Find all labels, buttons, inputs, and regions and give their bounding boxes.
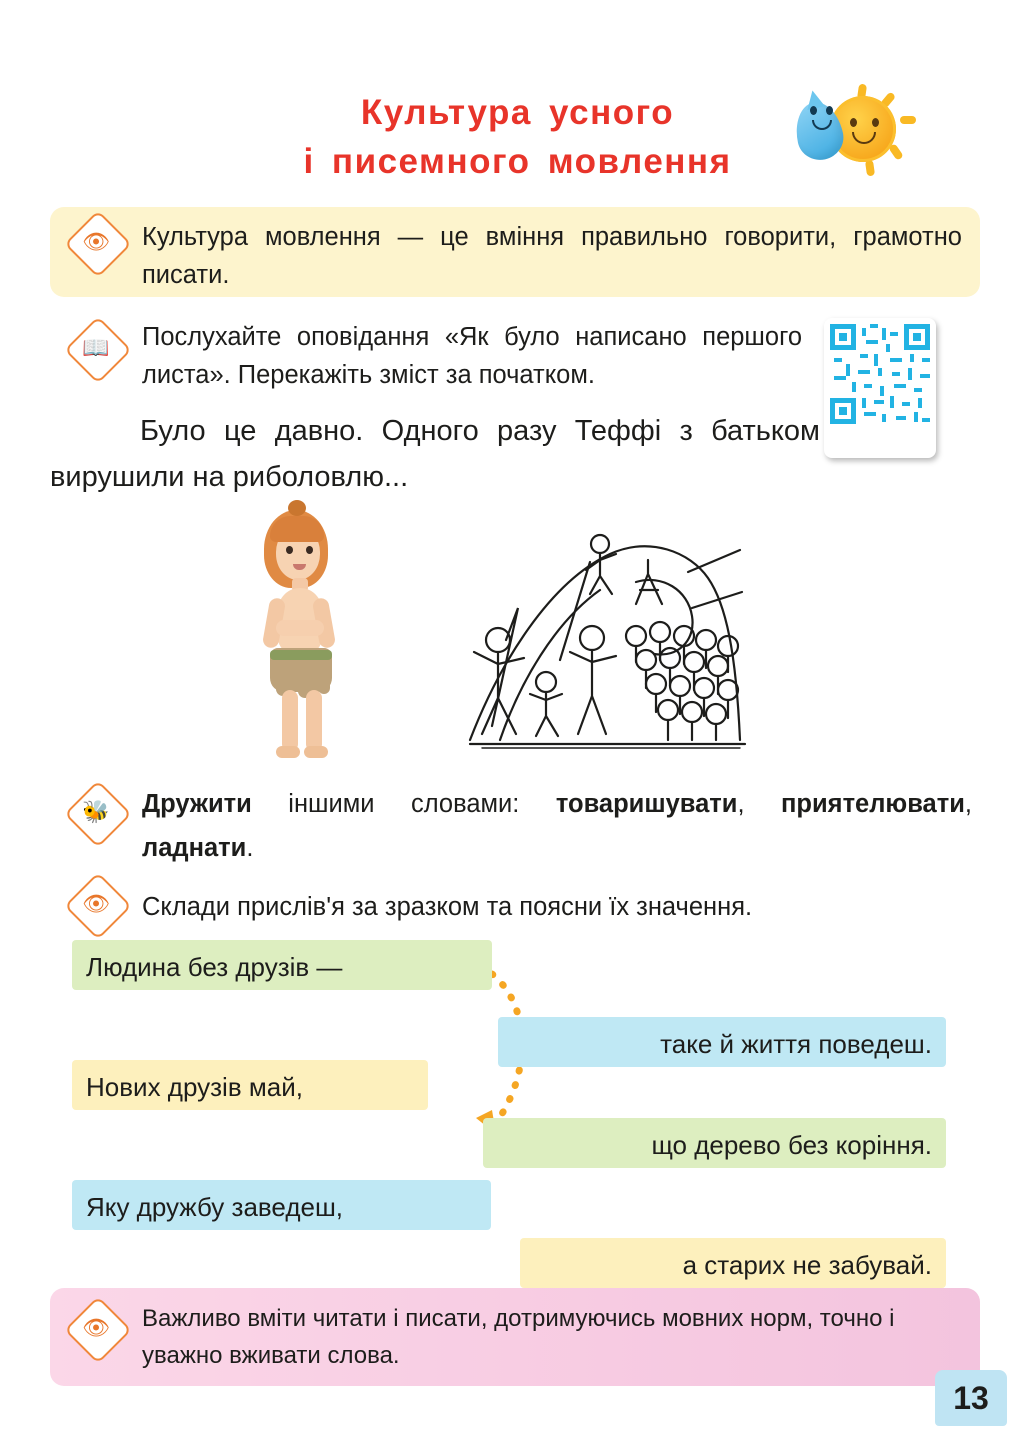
book-diamond-icon: 📖 <box>70 322 122 374</box>
synonym-word-6: ладнати <box>142 834 247 862</box>
proverb-right-1[interactable]: що дерево без коріння. <box>483 1118 946 1168</box>
proverb-right-0[interactable]: таке й життя поведеш. <box>498 1017 946 1067</box>
synonym-word-5: , <box>964 790 972 818</box>
proverb-task-text: Склади прислів'я за зразком та поясни їх значення. <box>142 893 753 921</box>
synonym-word-1: іншими словами: <box>251 790 556 818</box>
synonym-word-2: товаришувати <box>555 790 738 818</box>
proverb-left-0[interactable]: Людина без друзів — <box>72 940 492 990</box>
synonym-word-4: приятелювати <box>781 790 965 818</box>
conclusion-text: Важливо вміти читати і писати, дотримуючись мовних норм, точно і уважно вживати слова. <box>142 1305 895 1369</box>
page-title-line-2: і писемного мовлення <box>303 142 732 181</box>
synonym-word-0: Дружити <box>142 790 252 818</box>
page-number: 13 <box>935 1370 1007 1426</box>
synonym-word-7: . <box>246 834 254 862</box>
qr-code-image <box>830 324 930 424</box>
owl-diamond-icon-2: 👁 <box>70 878 122 930</box>
proverb-right-2[interactable]: а старих не забувай. <box>520 1238 946 1288</box>
bee-diamond-icon: 🐝 <box>70 786 122 838</box>
cave-painting-illustration <box>440 512 770 762</box>
cave-girl-illustration <box>236 500 356 762</box>
qr-code[interactable] <box>824 318 936 458</box>
page-title-line-1: Культура усного <box>360 93 675 132</box>
definition-text: Культура мовлення — це вміння правильно говорити, грамотно писати. <box>142 223 962 289</box>
proverb-left-2[interactable]: Яку дружбу заведеш, <box>72 1180 491 1230</box>
owl-diamond-icon-3: 👁 <box>70 1302 122 1354</box>
synonyms-text <box>142 782 972 870</box>
listen-task-text: Послухайте оповідання «Як було написано першого листа». Перекажіть зміст за початком. <box>142 323 802 389</box>
owl-diamond-icon: 👁 <box>70 216 122 268</box>
synonym-word-3: , <box>737 790 782 818</box>
sun-droplet-mascot-icon <box>788 82 916 178</box>
proverb-left-1[interactable]: Нових друзів май, <box>72 1060 428 1110</box>
story-text: Було це давно. Одного разу Теффі з батьком вирушили на риболовлю... <box>50 415 820 493</box>
